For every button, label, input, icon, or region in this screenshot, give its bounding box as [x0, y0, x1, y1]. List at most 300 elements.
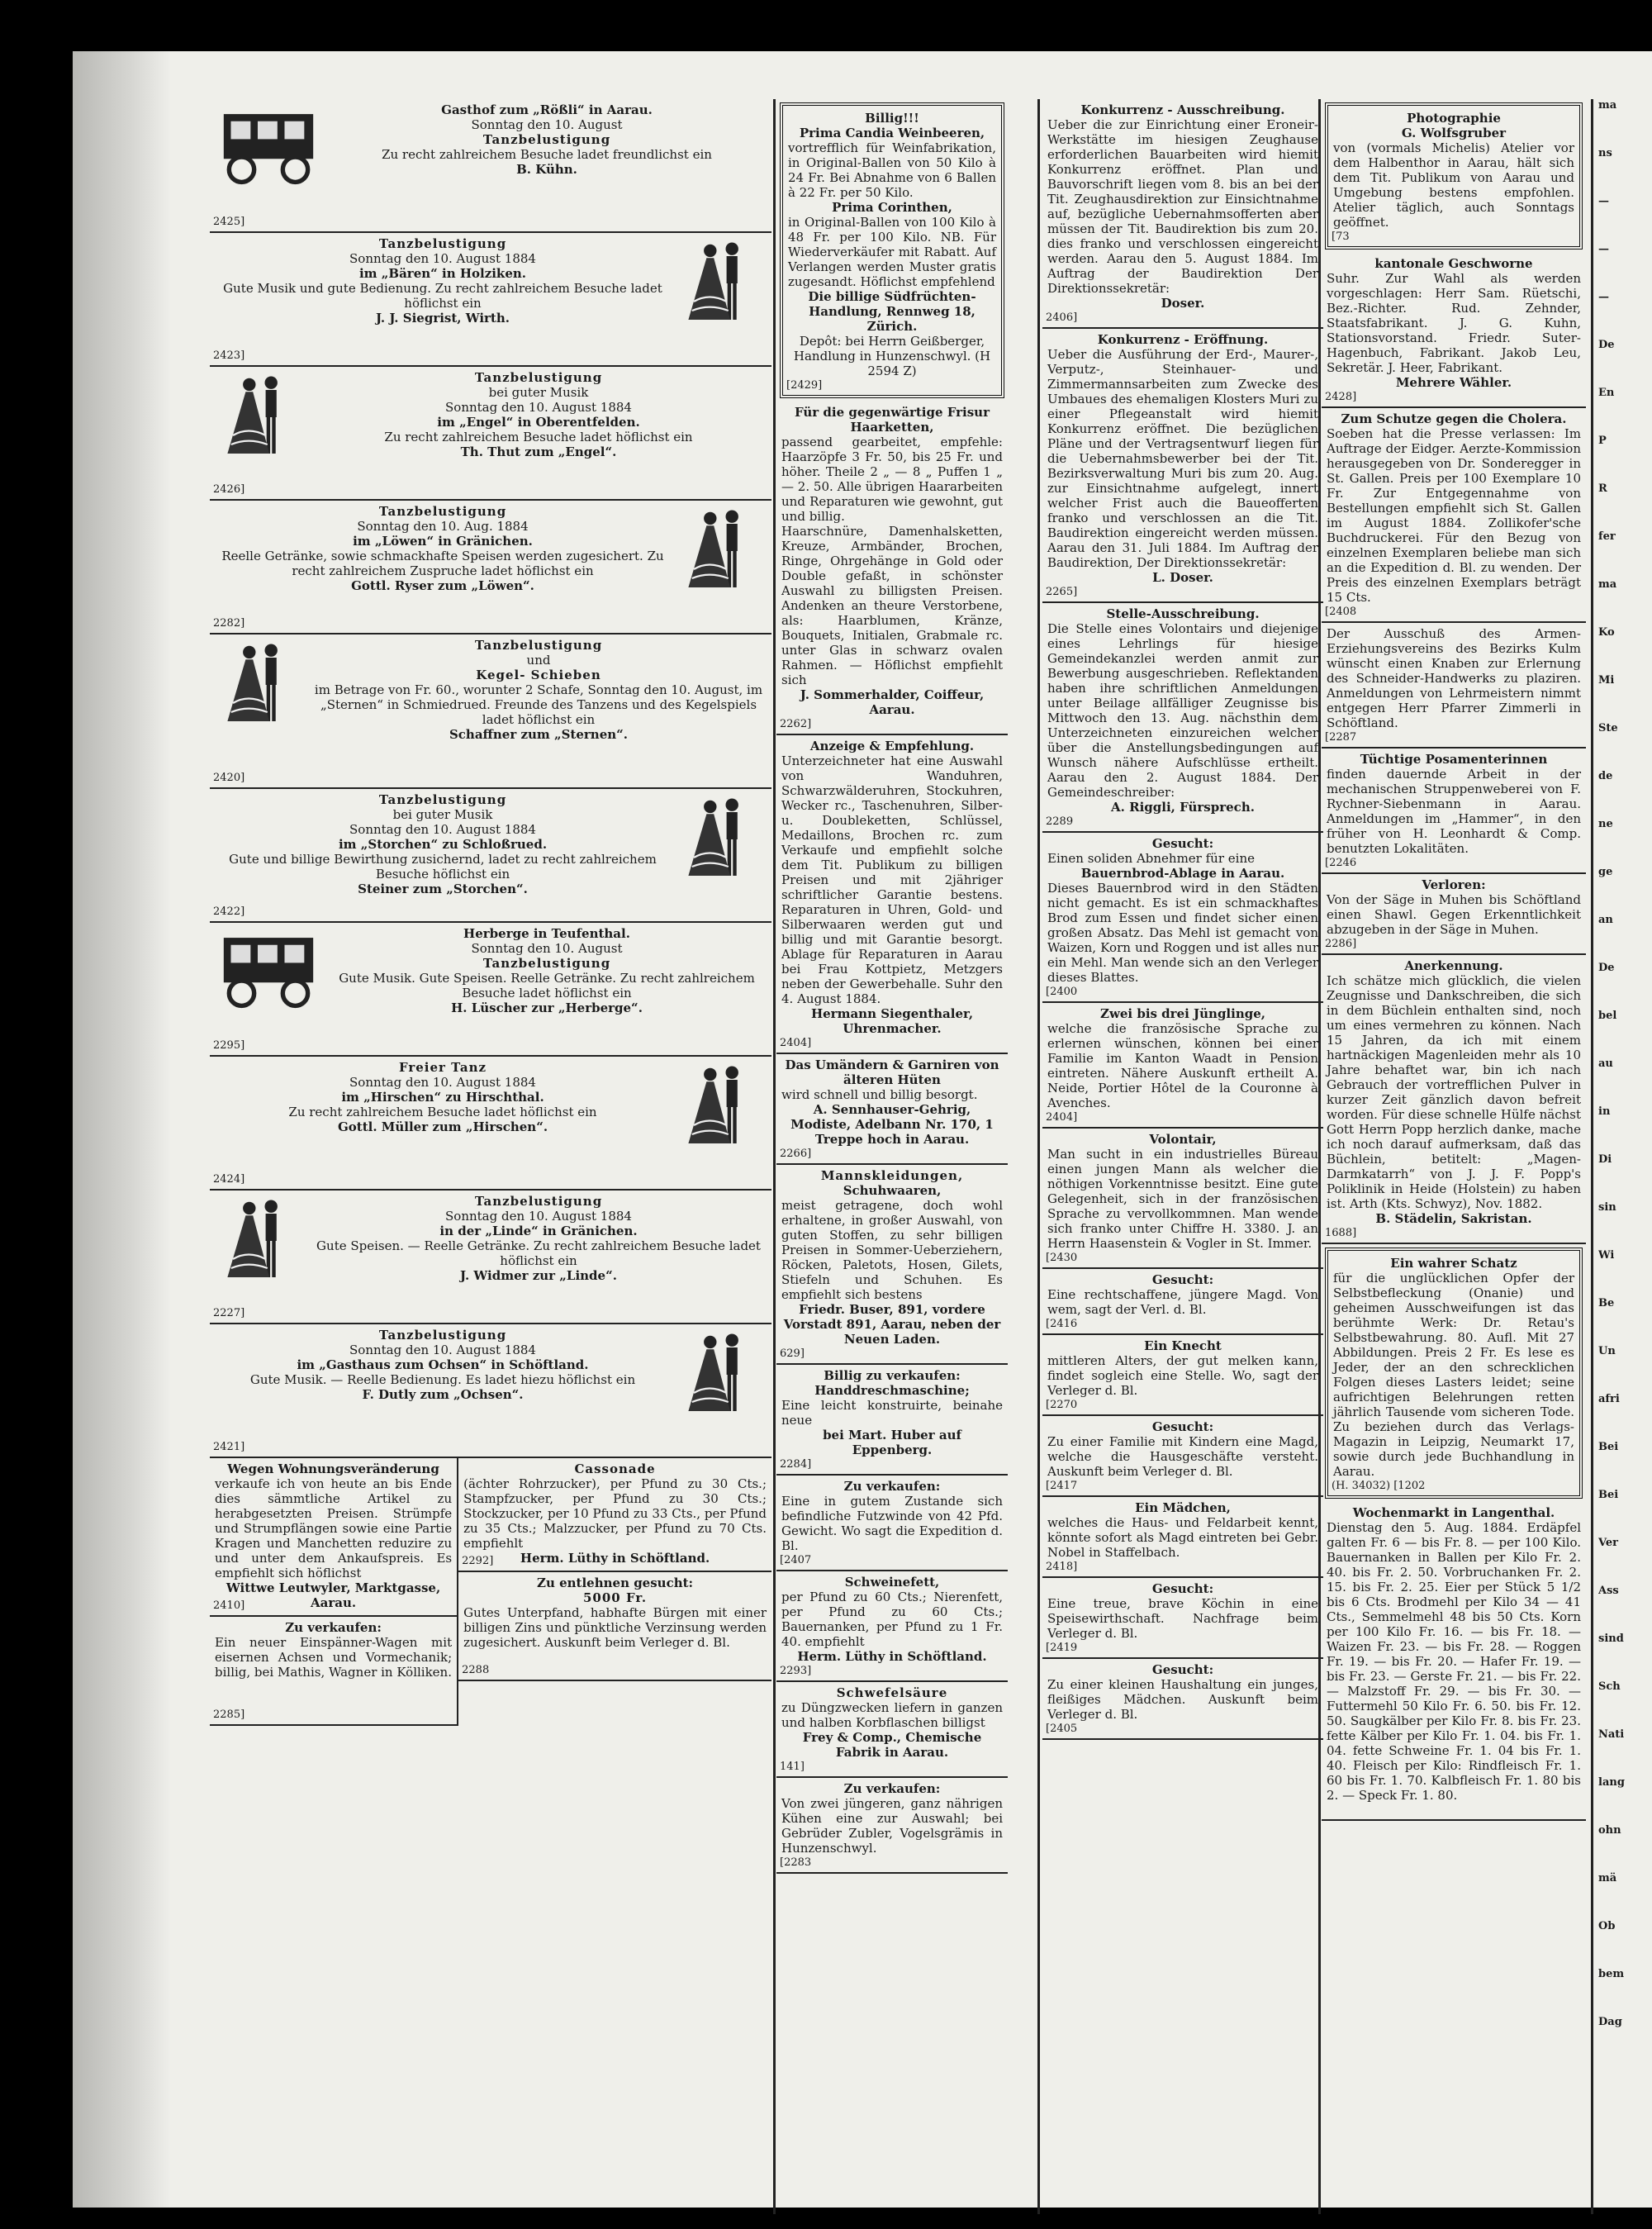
ad-number: 2420] — [213, 772, 245, 784]
classified-ad — [1042, 1659, 1323, 1740]
dance-ad — [210, 634, 771, 789]
ad-heading: Zu verkaufen: — [843, 1781, 941, 1796]
ad-signature: L. Doser. — [1152, 570, 1213, 585]
ad-text: Ueber die zur Einrichtung einer Eroneir-Werkstätte im hiesigen Zeughause erforderlichen Bauarbeiten wird hiemit Konkurrenz eröffnet. Plan und Bauvorschrift liegen vom 8. bis an bei der Tit. Zeughausdirektion zur Einsichtnahme auf, bezügliche Uebernahmsofferten aber müssen der Tit. Baudirektion bis zum 20. dies franko und verschlossen eingereicht werden. Aarau den 5. August 1884. Im Auftrag der Baudirektion Der Direktionssekretär: — [1047, 117, 1318, 296]
next-column-fragment: sin — [1598, 1201, 1616, 1214]
ad-text: für die unglücklichen Opfer der Selbstbefleckung (Onanie) und geheimen Ausschweifungen ist das berühmte Werk: Dr. Retau's Selbstbewahrung. 80. Aufl. Mit 27 Abbildungen. Preis 2 Fr. Es lese es Jeder, der an den schrecklichen Folgen dieses Lasters leidet; seine aufrichtigen Belehrungen retten jährlich Tausende vom sicheren Tode. Zu beziehen durch das Verlags-Magazin in Leipzig, Neumarkt 17, sowie durch jede Buchhandlung in Aarau. — [1333, 1271, 1574, 1479]
ad-venue-title: Gasthof zum „Rößli“ in Aarau. — [441, 102, 653, 117]
column-1-bottom-right — [458, 1458, 771, 1726]
ad-heading: Billig!!! — [865, 111, 919, 126]
dance-ad — [210, 1191, 771, 1324]
next-column-fragment: R — [1598, 482, 1607, 495]
next-column-fragment: Sch — [1598, 1680, 1621, 1693]
ad-text-3: Depôt: bei Herrn Geißberger, Handlung in Hunzenschwyl. (H 2594 Z) — [793, 334, 991, 378]
classified-ad — [776, 1476, 1008, 1571]
ad-subtitle: bei guter Musik — [392, 807, 493, 822]
ad-title: Handdreschmaschine; — [814, 1383, 970, 1398]
next-column-fragment: ma — [1598, 99, 1617, 112]
ad-signature: Gottl. Ryser zum „Löwen“. — [351, 578, 534, 593]
ad-heading: Volontair, — [1149, 1132, 1217, 1147]
classified-ad — [1322, 1502, 1586, 1821]
classified-ad — [780, 102, 1004, 398]
ad-number: [2430 — [1046, 1252, 1078, 1264]
ad-date: Sonntag den 10. August 1884 — [349, 1075, 536, 1090]
next-column-fragment: ge — [1598, 866, 1613, 878]
ad-text-2: Haarschnüre, Damenhalsketten, Kreuze, Armbänder, Brochen, Ringe, Ohrgehänge in Gold oder Double gefaßt, in schönster Auswahl zu billigsten Preisen. Andenken an theure Verstorbene, als: Haarblumen, Kränze, Bouquets, Initialen, Grabmale rc. unter Glas in schwarz ovalen Rahmen. — Höflichst empfiehlt sich — [781, 524, 1003, 687]
next-column-fragment: Wi — [1598, 1249, 1615, 1262]
ad-number: [2405 — [1046, 1723, 1078, 1735]
ad-number: 2262] — [780, 718, 812, 730]
ad-number: [2407 — [780, 1554, 812, 1566]
ad-number: 2425] — [213, 216, 245, 228]
ad-signature: J. J. Siegrist, Wirth. — [376, 311, 510, 326]
classified-ad — [1042, 1129, 1323, 1269]
ad-heading: Ein Mädchen, — [1135, 1500, 1231, 1515]
classified-ad — [1042, 1003, 1323, 1129]
dancing-couple-illustration — [676, 1062, 767, 1153]
ad-text: Gute Musik. Gute Speisen. Reelle Getränke. Zu recht zahlreichem Besuche ladet höflichst ein — [339, 971, 755, 1000]
ad-number: 2282] — [213, 617, 245, 630]
next-column-fragment: — — [1598, 243, 1609, 255]
ad-heading: Gesucht: — [1151, 1581, 1214, 1596]
ad-text: passend gearbeitet, empfehle: Haarzöpfe 3 Fr. 50, bis 25 Fr. und höher. Theile 2 „ — 8 „ Puffen 1 „ — 2. 50. Alle übrigen Haararbeiten und Reparaturen wie gewohnt, gut und billig. — [781, 435, 1003, 524]
ad-text: per Pfund zu 60 Cts.; Nierenfett, per Pfund zu 60 Cts.; Bauernanken, per Pfund zu 1 Fr. 40. empfiehlt — [781, 1590, 1003, 1649]
column-rule — [1037, 99, 1040, 2214]
ad-text: Eine leicht konstruirte, beinahe neue — [781, 1398, 1003, 1428]
classified-ad — [776, 1682, 1008, 1778]
ad-subtitle: bei guter Musik — [488, 385, 589, 400]
ad-text: Eine in gutem Zustande sich befindliche Futzwinde von 42 Pfd. Gewicht. Wo sagt die Expedition d. Bl. — [781, 1494, 1003, 1553]
classified-ad — [1042, 1335, 1323, 1416]
classified-ad — [1322, 749, 1586, 874]
ad-text: Die Stelle eines Volontairs und diejenige eines Lehrlings für hiesige Gemeindekanzlei werden anmit zur Bewerbung ausgeschrieben. Reflektanden haben ihre schriftlichen Anmeldungen unter Beilage allfälliger Zeugnisse bis Mittwoch den 13. Aug. nächsthin dem Unterzeichneten einzureichen welcher über die Anstellungsbedingungen auf Wunsch nähere Aufschlüsse ertheilt. Aarau den 2. August 1884. Der Gemeindeschreiber: — [1047, 621, 1318, 800]
ad-event-title: Tanzbelustigung — [378, 792, 507, 807]
ad-date: Sonntag den 10. August — [471, 117, 623, 132]
classified-ad — [776, 735, 1008, 1054]
ad-signature: J. Sommerhalder, Coiffeur, Aarau. — [800, 687, 985, 717]
ad-text: Der Ausschuß des Armen-Erziehungsvereins des Bezirks Kulm wünscht einen Knaben zur Erlernung des Schneider-Handwerks zu plaziren. Anmeldungen von Lehrmeistern nimmt entgegen Herr Pfarrer Zimmerli in Schöftland. — [1327, 626, 1581, 730]
dancing-couple-illustration — [676, 1329, 767, 1420]
ad-heading: Zum Schutze gegen die Cholera. — [1341, 411, 1567, 426]
ad-number: 2426] — [213, 483, 245, 496]
classified-ad — [1322, 253, 1586, 408]
ad-signature: Hermann Siegenthaler, Uhrenmacher. — [810, 1006, 974, 1036]
ad-text: Gute und billige Bewirthung zusichernd, ladet zu recht zahlreichem Besuche höflichst ein — [229, 852, 657, 882]
ad-text: Gute Speisen. — Reelle Getränke. Zu recht zahlreichem Besuche ladet höflichst ein — [316, 1238, 761, 1268]
next-column-fragment: de — [1598, 770, 1613, 782]
ad-signature: H. Lüscher zur „Herberge“. — [451, 1000, 643, 1015]
next-column-fragment: Di — [1598, 1153, 1612, 1166]
ad-text: vortrefflich für Weinfabrikation, in Original-Ballen von 50 Kilo à 24 Fr. Bei Abnahme von 6 Ballen à 22 Fr. per 50 Kilo. — [788, 140, 996, 200]
ad-heading: Photographie — [1407, 111, 1501, 126]
ad-text: Soeben hat die Presse verlassen: Im Auftrage der Eidger. Aerzte-Kommission herausgegeben von Dr. Sonderegger in St. Gallen. Preis per 100 Exemplare 10 Fr. Zur Entgegennahme von Bestellungen empfiehlt sich St. Gallen im August 1884. Zollikofer'sche Buchdruckerei. Für den Bezug von einzelnen Exemplaren beliebe man sich an die Expedition d. Bl. zu wenden. Der Preis des einzelnen Exemplars beträgt 15 Cts. — [1327, 426, 1581, 605]
ad-number: 2288 — [462, 1664, 490, 1676]
ad-signature: Th. Thut zum „Engel“. — [460, 444, 617, 459]
ad-title-2: Prima Corinthen, — [832, 200, 952, 215]
ad-signature: A. Sennhauser-Gehrig, Modiste, Adelbann Nr. 170, 1 Treppe hoch in Aarau. — [790, 1102, 994, 1147]
ad-signature: F. Dutly zum „Ochsen“. — [362, 1387, 524, 1402]
ad-heading: Zu verkaufen: — [843, 1479, 941, 1494]
next-column-fragment: ma — [1598, 578, 1617, 591]
ad-number: 2423] — [213, 349, 245, 362]
ad-number: [2408 — [1325, 606, 1357, 618]
ad-number: 2266] — [780, 1148, 812, 1160]
dancing-couple-illustration — [215, 639, 306, 730]
ad-signature: Mehrere Wähler. — [1395, 375, 1512, 390]
ad-heading: Tüchtige Posamenterinnen — [1360, 752, 1548, 767]
classified-ad — [1322, 623, 1586, 749]
ad-heading: Ein wahrer Schatz — [1390, 1256, 1517, 1271]
classified-ad — [1042, 1269, 1323, 1335]
next-column-fragment: Bei — [1598, 1489, 1619, 1501]
next-column-fragment: in — [1598, 1105, 1611, 1118]
ad-text: Unterzeichneter hat eine Auswahl von Wanduhren, Schwarzwälderuhren, Stockuhren, Wecker rc., Taschenuhren, Silber- u. Doubleketten, Schlüssel, Medaillons, Brochen rc. zum Verkaufe und empfiehlt solche dem Tit. Publikum zu billigen Preisen und mit 2jähriger schriftlicher Garantie bestens. Reparaturen in Uhren, Gold- und Silberwaaren werden gut und billig und mit Garantie besorgt. Ablage für Reparaturen in Aarau bei Frau Kottpietz, Metzgers neben der Gewerbehalle. Suhr den 4. August 1884. — [781, 753, 1003, 1006]
ad-event-title: Tanzbelustigung — [482, 132, 611, 147]
ad-text: Eine rechtschaffene, jüngere Magd. Von wem, sagt der Verl. d. Bl. — [1047, 1287, 1318, 1317]
ad-text: finden dauernde Arbeit in der mechanischen Struppenweberei von F. Rychner-Siebenmann in Aarau. Anmeldungen im „Hammer“, in den früher von H. Leonhardt & Comp. benutzten Lokalitäten. — [1327, 767, 1581, 856]
column-rule — [773, 99, 776, 2214]
ad-number: 2284] — [780, 1458, 812, 1471]
ad-text: Reelle Getränke, sowie schmackhafte Speisen werden zugesichert. Zu recht zahlreichem Zuspruche ladet höflichst ein — [221, 549, 664, 578]
ad-text-2: in Original-Ballen von 100 Kilo à 48 Fr. per 100 Kilo. NB. Für Wiederverkäufer mit Rabatt. Auf Verlangen werden Muster gratis zugesandt. Höflichst empfehlend — [788, 215, 996, 289]
ad-signature: B. Kühn. — [516, 162, 577, 177]
ad-heading: Zu entlehnen gesucht: — [537, 1576, 694, 1590]
dancing-couple-illustration — [215, 1195, 306, 1286]
ad-signature: A. Riggli, Fürsprech. — [1111, 800, 1255, 815]
ad-heading: Für die gegenwärtige Frisur — [795, 405, 990, 420]
dance-ad — [210, 367, 771, 501]
ad-text: zu Düngzwecken liefern in ganzen und halben Korbflaschen billigst — [781, 1700, 1003, 1730]
ad-event-title: Freier Tanz — [398, 1060, 487, 1075]
ad-place: in der „Linde“ in Gränichen. — [439, 1224, 638, 1238]
ad-date: Sonntag den 10. August 1884 — [349, 1343, 536, 1357]
next-column-fragment: De — [1598, 962, 1615, 974]
ad-heading: Das Umändern & Garniren von älteren Hüten — [785, 1057, 999, 1087]
column-4 — [1322, 99, 1586, 1821]
ad-text: Zu recht zahlreichem Besuche ladet höflichst ein — [288, 1105, 597, 1119]
ad-text: mittleren Alters, der gut melken kann, findet sogleich eine Stelle. Wo, sagt der Verleger d. Bl. — [1047, 1353, 1318, 1398]
ad-signature: Herm. Lüthy in Schöftland. — [520, 1551, 710, 1566]
dancing-couple-illustration — [676, 506, 767, 596]
ad-text: verkaufe ich von heute an bis Ende dies sämmtliche Artikel zu herabgesetzten Preisen. Strümpfe und Strumpflängen sowie eine Partie Kragen und Manchetten reduzire zu und unter dem Ankaufspreis. Es empfiehlt sich höflichst — [215, 1476, 453, 1580]
next-column-fragment: Bei — [1598, 1441, 1619, 1453]
ad-event-title: Tanzbelustigung — [378, 1328, 507, 1343]
next-column-fragment: Ste — [1598, 722, 1618, 734]
ad-number: 2404] — [780, 1037, 812, 1049]
next-column-fragment: Ob — [1598, 1920, 1616, 1932]
ad-number: 2227] — [213, 1307, 245, 1319]
classified-ad — [1322, 955, 1586, 1244]
next-column-fragment: mä — [1598, 1872, 1617, 1884]
ad-heading: Zu verkaufen: — [285, 1620, 382, 1635]
ad-place: im „Löwen“ in Gränichen. — [353, 534, 533, 549]
ad-number: 2295] — [213, 1039, 245, 1052]
ad-number: 2410] — [213, 1599, 245, 1612]
ad-text: Zu recht zahlreichem Besuche ladet freundlichst ein — [382, 147, 712, 162]
ad-number: [2417 — [1046, 1480, 1078, 1492]
next-column-fragment: Ass — [1598, 1585, 1619, 1597]
ad-signature: Die billige Südfrüchten-Handlung, Rennweg 18, Zürich. — [808, 289, 976, 334]
ad-text: Zu einer kleinen Haushaltung ein junges, fleißiges Mädchen. Auskunft beim Verleger d. Bl. — [1047, 1677, 1318, 1722]
ad-heading: Wochenmarkt in Langenthal. — [1352, 1505, 1555, 1520]
dance-ad — [210, 1324, 771, 1458]
next-column-fragment: Be — [1598, 1297, 1615, 1309]
ad-heading: Gesucht: — [1151, 1419, 1214, 1434]
classified-ad — [1042, 329, 1323, 603]
ad-text: Dienstag den 5. Aug. 1884. Erdäpfel galten Fr. 6 — bis Fr. 8. — per 100 Kilo. Bauernanken in Ballen per Kilo Fr. 2. 40. bis Fr. 2. 50. Vorbruchanken Fr. 2. 15. bis Fr. 2. 25. Eier per Stück 5 1/2 bis 6 Cts. Brodmehl per Kilo 34 — 41 Cts., Semmelmehl 48 bis 50 Cts. Korn per 100 Kilo Fr. 16. — bis Fr. 18. — Waizen Fr. 23. — bis Fr. 28. — Roggen Fr. 19. — bis Fr. 20. — Hafer Fr. 19. — bis Fr. 23. — Gerste Fr. 21. — bis Fr. 22. — Malzstoff Fr. 29. — bis Fr. 30. — Futtermehl 50 Kilo Fr. 6. 50. bis Fr. 12. 50. Saugkälber per Kilo Fr. 8. bis Fr. 23. fette Kälber per Kilo Fr. 1. 04. bis Fr. 1. 04. fette Schweine Fr. 1. 04 bis Fr. 1. 40. Fleisch per Kilo: Rindfleisch Fr. 1. 60 bis Fr. 1. 70. Kalbfleisch Fr. 1. 80 bis 2. — Speck Fr. 1. 80. — [1327, 1520, 1581, 1803]
next-column-fragment: au — [1598, 1057, 1613, 1070]
ad-heading: Cassonade — [574, 1461, 656, 1476]
column-1-bottom-left — [210, 1458, 458, 1726]
next-column-fragment: ns — [1598, 147, 1612, 159]
ad-title: Haarketten, — [850, 420, 934, 435]
next-column-fragment: an — [1598, 914, 1613, 926]
ad-place: im „Hirschen“ zu Hirschthal. — [341, 1090, 544, 1105]
ad-amount: 5000 Fr. — [583, 1590, 648, 1605]
ad-text: Zu recht zahlreichem Besuche ladet höflichst ein — [384, 430, 693, 444]
ad-text: Ein neuer Einspänner-Wagen mit eisernen Achsen und Vormechanik; billig, bei Mathis, Wagner in Kölliken. — [215, 1635, 453, 1680]
ad-number: [73 — [1332, 231, 1350, 243]
ad-heading: Schwefelsäure — [836, 1685, 948, 1700]
dancing-couple-illustration — [215, 372, 306, 463]
ad-date: Sonntag den 10. August 1884 — [349, 251, 536, 266]
ad-text: Gute Musik und gute Bedienung. Zu recht zahlreichem Besuche ladet höflichst ein — [223, 281, 662, 311]
ad-place: im „Engel“ in Oberentfelden. — [437, 415, 640, 430]
ad-number: 2421] — [213, 1441, 245, 1453]
next-column-fragment: Dag — [1598, 2016, 1622, 2028]
next-column-fragment: En — [1598, 387, 1615, 399]
ad-signature: Frey & Comp., Chemische Fabrik in Aarau. — [802, 1730, 982, 1760]
next-column-fragment: De — [1598, 339, 1615, 351]
ad-text: von (vormals Michelis) Atelier vor dem Halbenthor in Aarau, hält sich dem Tit. Publikum von Aarau und Umgebung bestens empfohlen. Atelier täglich, auch Sonntags geöffnet. — [1333, 140, 1574, 230]
ad-number: 2404] — [1046, 1111, 1078, 1124]
classified-ad — [1042, 1578, 1323, 1659]
ad-text-2: Dieses Bauernbrod wird in den Städten nicht gemacht. Es ist ein schmackhaftes Brod zum Essen und findet sicher einen großen Absatz. Das Mehl ist gemacht von Waizen, Korn und Roggen und ist alles nur ein Mehl. Man wende sich an den Verleger dieses Blattes. — [1047, 881, 1318, 985]
ad-text: Suhr. Zur Wahl als werden vorgeschlagen: Herr Sam. Rüetschi, Bez.-Richter. Rud. Zehnder, Staatsfabrikant. J. G. Kuhn, Stationsvorstand. Friedr. Suter-Hagenbuch, Fabrikant. Jakob Leu, Sekretär. J. Heer, Fabrikant. — [1327, 271, 1581, 375]
ad-event-title: Tanzbelustigung — [482, 956, 611, 971]
ad-signature: B. Städelin, Sakristan. — [1375, 1211, 1532, 1226]
classified-ad — [776, 1165, 1008, 1365]
ad-heading: Konkurrenz - Eröffnung. — [1097, 332, 1269, 347]
ad-event-title: Tanzbelustigung — [474, 370, 603, 385]
ad-heading: Verloren: — [1422, 877, 1486, 892]
ad-heading: Ein Knecht — [1144, 1338, 1222, 1353]
ad-number: 2424] — [213, 1173, 245, 1186]
column-1 — [210, 99, 771, 1726]
next-column-fragment: — — [1598, 195, 1609, 207]
ad-text: Von der Säge in Muhen bis Schöftland einen Shawl. Gegen Erkenntlichkeit abzugeben in der Säge in Muhen. — [1327, 892, 1581, 937]
ad-number: 2418] — [1046, 1561, 1078, 1573]
classified-ad — [1322, 874, 1586, 955]
ad-heading: Wegen Wohnungsveränderung — [227, 1461, 439, 1476]
ad-text: welche die französische Sprache zu erlernen wünschen, können bei einer Familie im Kanton Waadt in Pension eintreten. Nähere Auskunft ertheilt A. Neide, Portier Hôtel de la Couronne à Avenches. — [1047, 1021, 1318, 1110]
ad-text: (ächter Rohrzucker), per Pfund zu 30 Cts.; Stampfzucker, per Pfund zu 30 Cts.; Stockzucker, per 10 Pfund zu 33 Cts., per Pfund zu 35 Cts.; Malzzucker, per Pfund zu 70 Cts. empfiehlt — [463, 1476, 767, 1551]
column-rule — [1591, 99, 1593, 2214]
ad-signature: Steiner zum „Storchen“. — [358, 882, 528, 896]
dancing-couple-illustration — [676, 794, 767, 885]
ad-number: [2270 — [1046, 1399, 1078, 1411]
ad-event-title: Tanzbelustigung — [378, 504, 507, 519]
ad-text: Gute Musik. — Reelle Bedienung. Es ladet hiezu höflichst ein — [249, 1372, 636, 1387]
column-2 — [776, 99, 1008, 1874]
ad-heading: Gesucht: — [1151, 836, 1214, 851]
next-column-fragment: ohn — [1598, 1824, 1621, 1837]
ad-heading: Schweinefett, — [844, 1575, 940, 1590]
ad-place: im „Gasthaus zum Ochsen“ in Schöftland. — [297, 1357, 589, 1372]
ad-text: Zu einer Familie mit Kindern eine Magd, welche die Hausgeschäfte versteht. Auskunft beim Verleger d. Bl. — [1047, 1434, 1318, 1479]
ad-text: Ueber die Ausführung der Erd-, Maurer-, Verputz-, Steinhauer- und Zimmermannsarbeiten zum Zwecke des Umbaues des ehemaligen Klosters Muri zu einer Pflegeanstalt wird hiemit Konkurrenz eröffnet. Die bezüglichen Pläne und der Vertragsentwurf liegen für die Uebernahmsbewerber bei der Tit. Bezirksverwaltung Muri bis zum 20. Aug. zur Einsichtnahme aufgelegt, innert welcher Frist auch die Baueofferten franko und verschlossen an die Tit. Baudirektion eingereicht werden müssen. Aarau den 31. Juli 1884. Im Auftrag der Baudirektion, Der Direktionssekretär: — [1047, 347, 1318, 570]
classified-ad — [776, 1365, 1008, 1476]
classified-ad — [776, 1571, 1008, 1682]
ad-date: Sonntag den 10. August — [471, 941, 623, 956]
next-column-fragment: Un — [1598, 1345, 1616, 1357]
ad-number: 629] — [780, 1347, 805, 1360]
dance-ad — [210, 789, 771, 923]
column-1-bottom — [210, 1458, 771, 1726]
ad-signature: bei Mart. Huber auf Eppenberg. — [823, 1428, 961, 1457]
ad-und: und — [526, 653, 551, 668]
classified-ad — [1322, 408, 1586, 623]
ad-text: welches die Haus- und Feldarbeit kennt, könnte sofort als Magd eintreten bei Gebr. Nobel in Staffelbach. — [1047, 1515, 1318, 1560]
ad-text: im Betrage von Fr. 60., worunter 2 Schafe, Sonntag den 10. August, im „Sternen“ in Schmiedrued. Freunde des Tanzens und des Kegelspiels ladet höflichst ein — [314, 682, 763, 727]
classified-ad — [776, 402, 1008, 735]
ad-place: im „Bären“ in Holziken. — [358, 266, 526, 281]
classified-ad — [1042, 1497, 1323, 1578]
ad-number: [2416 — [1046, 1318, 1078, 1330]
ad-heading: Zwei bis drei Jünglinge, — [1100, 1006, 1265, 1021]
ad-title: Prima Candia Weinbeeren, — [799, 126, 985, 140]
classified-ad — [1042, 833, 1323, 1003]
page-edge-shadow — [73, 51, 170, 2208]
column-5-fragment — [1598, 99, 1652, 2064]
ad-number: 2428] — [1325, 391, 1357, 403]
ad-place: im „Storchen“ zu Schloßrued. — [338, 837, 548, 852]
ad-signature: Gottl. Müller zum „Hirschen“. — [337, 1119, 548, 1134]
ad-number: [2429] — [786, 379, 823, 392]
ad-number: 2406] — [1046, 311, 1078, 324]
ad-heading: Anerkennung. — [1404, 958, 1503, 973]
next-column-fragment: lang — [1598, 1776, 1625, 1789]
ad-text: Eine treue, brave Köchin in eine Speisewirthschaft. Nachfrage beim Verleger d. Bl. — [1047, 1596, 1318, 1641]
ad-title: G. Wolfsgruber — [1401, 126, 1507, 140]
ad-number: 2289 — [1046, 815, 1074, 828]
next-column-fragment: — — [1598, 291, 1609, 303]
ad-signature: Herm. Lüthy in Schöftland. — [797, 1649, 987, 1664]
next-column-fragment: Nati — [1598, 1728, 1625, 1741]
ad-number: 141] — [780, 1761, 805, 1773]
ad-heading: Konkurrenz - Ausschreibung. — [1080, 102, 1285, 117]
ad-title: Bauernbrod-Ablage in Aarau. — [1080, 866, 1285, 881]
carriage-illustration — [215, 928, 322, 1010]
carriage-illustration — [215, 104, 322, 187]
next-column-fragment: Mi — [1598, 674, 1615, 687]
ad-number: 2285] — [213, 1709, 245, 1721]
ad-number: [2283 — [780, 1856, 812, 1869]
ad-number: 2265] — [1046, 586, 1078, 598]
ad-number: 2293] — [780, 1665, 812, 1677]
ad-signature: J. Widmer zur „Linde“. — [460, 1268, 617, 1283]
next-column-fragment: sind — [1598, 1633, 1624, 1645]
ad-date: Sonntag den 10. August 1884 — [349, 822, 536, 837]
classified-ad — [1325, 102, 1583, 250]
ad-event-title-2: Kegel- Schieben — [476, 668, 601, 682]
ad-event-title: Tanzbelustigung — [474, 1194, 603, 1209]
small-ad — [458, 1458, 771, 1572]
classified-ad — [776, 1778, 1008, 1874]
ad-number: [2287 — [1325, 731, 1357, 744]
ad-number: 1688] — [1325, 1227, 1357, 1239]
ad-heading: Anzeige & Empfehlung. — [809, 739, 975, 753]
ad-number: 2422] — [213, 905, 245, 918]
ad-number: 2292] — [462, 1555, 494, 1567]
ad-text: meist getragene, doch wohl erhaltene, in großer Auswahl, von guten Stoffen, zu sehr billigen Preisen in Sommer-Ueberziehern, Röcken, Paletots, Hosen, Gilets, Stiefeln und Schuhen. Es empfiehlt sich bestens — [781, 1198, 1003, 1302]
ad-number: [2400 — [1046, 986, 1078, 998]
ad-title: Schuhwaaren, — [843, 1183, 942, 1198]
ad-heading: kantonale Geschworne — [1374, 256, 1533, 271]
next-column-fragment: Ver — [1598, 1537, 1619, 1549]
next-column-fragment: afri — [1598, 1393, 1620, 1405]
dance-ad — [210, 501, 771, 634]
dancing-couple-illustration — [676, 238, 767, 329]
ad-signature: Wittwe Leutwyler, Marktgasse, Aarau. — [225, 1580, 441, 1610]
ad-heading: Billig zu verkaufen: — [824, 1368, 961, 1383]
dance-ad — [210, 99, 771, 233]
next-column-fragment: P — [1598, 435, 1607, 447]
dance-ad — [210, 1057, 771, 1191]
small-ad — [210, 1458, 457, 1617]
next-column-fragment: bem — [1598, 1968, 1625, 1980]
ad-number: 2286] — [1325, 938, 1357, 950]
next-column-fragment: Ko — [1598, 626, 1615, 639]
ad-event-title: Tanzbelustigung — [378, 236, 507, 251]
dance-ad — [210, 923, 771, 1057]
classified-ad — [776, 1054, 1008, 1165]
ad-text: wird schnell und billig besorgt. — [781, 1087, 978, 1102]
ad-text: Einen soliden Abnehmer für eine — [1047, 851, 1255, 866]
ad-heading: Mannskleidungen, — [820, 1168, 964, 1183]
column-3 — [1042, 99, 1323, 1740]
next-column-fragment: bel — [1598, 1010, 1617, 1022]
ad-date: Sonntag den 10. Aug. 1884 — [357, 519, 529, 534]
ad-number: [2419 — [1046, 1642, 1078, 1654]
ad-venue-title: Herberge in Teufenthal. — [463, 926, 630, 941]
ad-signature: Friedr. Buser, 891, vordere Vorstadt 891, Aarau, neben der Neuen Laden. — [783, 1302, 1001, 1347]
ad-signature: Doser. — [1161, 296, 1205, 311]
classified-ad — [1042, 603, 1323, 833]
ad-number: (H. 34032) [1202 — [1332, 1480, 1426, 1492]
next-column-fragment: ne — [1598, 818, 1613, 830]
ad-signature: Schaffner zum „Sternen“. — [449, 727, 629, 742]
ad-text: Ich schätze mich glücklich, die vielen Zeugnisse und Dankschreiben, die sich in dem Büchlein enthalten sind, noch um eines vermehren zu können. Nach 15 Jahren, da ich mit einem hartnäckigen Magenleiden mehr als 10 Jahre behaftet war, bin ich nach Gebrauch der vortrefflichen Pulver in kurzer Zeit gänzlich davon befreit worden. Für diese schnelle Hülfe nächst Gott Herrn Popp herzlich danke, mache ich noch darauf aufmerksam, daß das Büchlein, betitelt: „Magen-Darmkatarrh“ von J. J. F. Popp's Poliklinik in Heide (Holstein) zu haben ist. Arth (Kts. Schwyz), Nov. 1882. — [1327, 973, 1582, 1211]
next-column-fragment: fer — [1598, 530, 1616, 543]
dance-ad — [210, 233, 771, 367]
ad-text: Man sucht in ein industrielles Büreau einen jungen Mann als welcher die nöthigen Vorkenntnisse besitzt. Eine gute Gelegenheit, sich in der französischen Sprache zu vervollkommnen. Man wende sich franko unter Chiffre H. 3380. J. an Herrn Haasenstein & Vogler in St. Immer. — [1047, 1147, 1318, 1251]
ad-heading: Gesucht: — [1151, 1272, 1214, 1287]
classified-ad — [1042, 99, 1323, 329]
ad-date: Sonntag den 10. August 1884 — [445, 1209, 632, 1224]
small-ad — [210, 1617, 457, 1726]
ad-number: [2246 — [1325, 857, 1357, 869]
classified-ad — [1042, 1416, 1323, 1497]
small-ad — [458, 1572, 771, 1681]
ad-event-title: Tanzbelustigung — [474, 638, 603, 653]
ad-heading: Stelle-Ausschreibung. — [1106, 606, 1260, 621]
ad-date: Sonntag den 10. August 1884 — [445, 400, 632, 415]
ad-heading: Gesucht: — [1151, 1662, 1214, 1677]
ad-text: Gutes Unterpfand, habhafte Bürgen mit einer billigen Zins und pünktliche Verzinsung werden zugesichert. Auskunft beim Verleger d. Bl. — [463, 1605, 767, 1650]
classified-ad — [1325, 1248, 1583, 1499]
ad-text: Von zwei jüngeren, ganz nährigen Kühen eine zur Auswahl; bei Gebrüder Zubler, Vogelsgrämis in Hunzenschwyl. — [781, 1796, 1003, 1856]
